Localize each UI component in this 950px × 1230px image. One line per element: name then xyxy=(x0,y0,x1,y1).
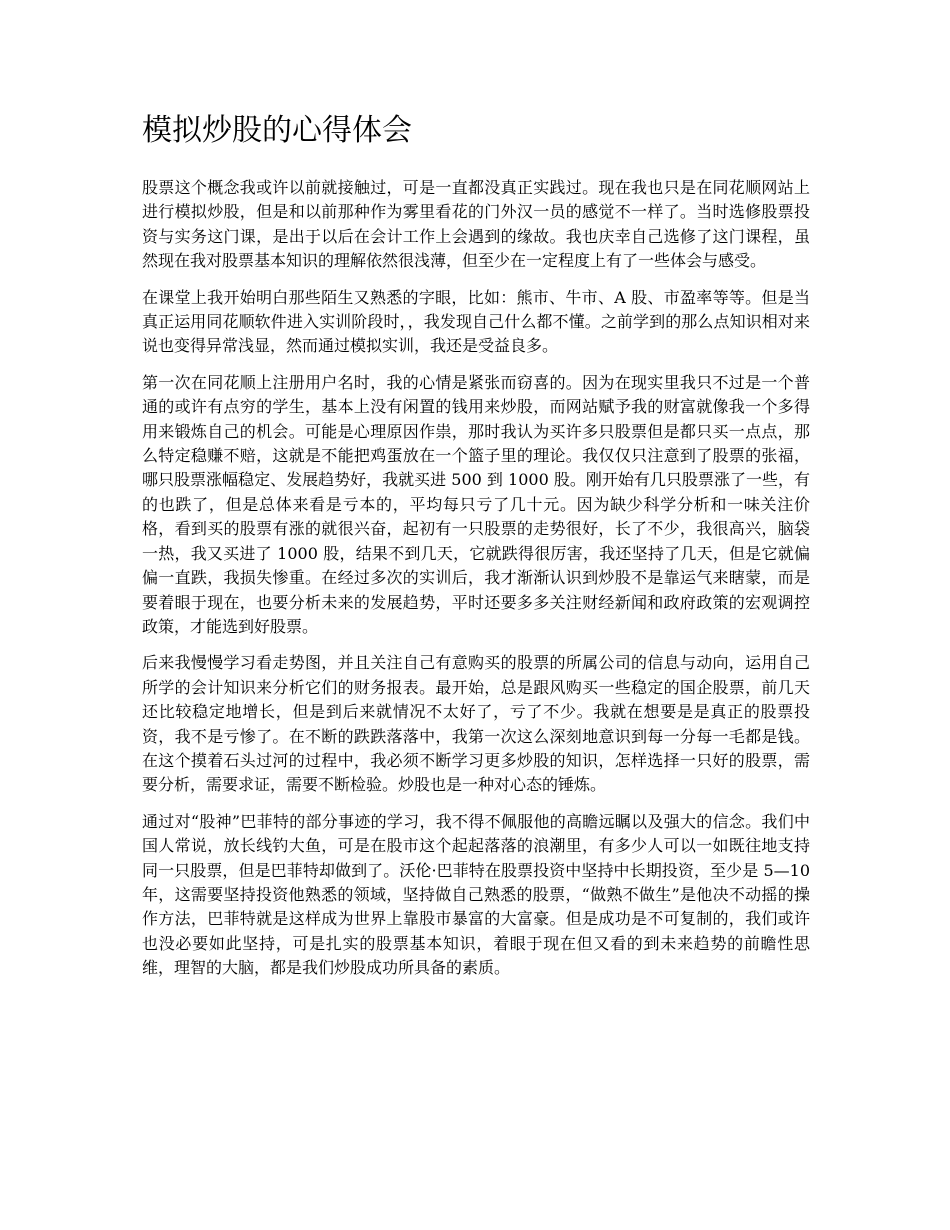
paragraph-3: 第一次在同花顺上注册用户名时，我的心情是紧张而窃喜的。因为在现实里我只不过是一个普通的或许有点穷的学生，基本上没有闲置的钱用来炒股，而网站赋予我的财富就像我一个多得用来锻炼自己的机会。可能是心理原因作祟，那时我认为买许多只股票但是都只买一点点，那么特定稳赚不赔，这就是不能把鸡蛋放在一个篮子里的理论。我仅仅只注意到了股票的张福，哪只股票涨幅稳定、发展趋势好，我就买进 500 到 1000 股。刚开始有几只股票涨了一些，有的也跌了，但是总体来看是亏本的，平均每只亏了几十元。因为缺少科学分析和一味关注价格，看到买的股票有涨的就很兴奋，起初有一只股票的走势很好，长了不少，我很高兴，脑袋一热，我又买进了 1000 股，结果不到几天，它就跌得很厉害，我还坚持了几天，但是它就偏偏一直跌，我损失惨重。在经过多次的实训后，我才渐渐认识到炒股不是靠运气来瞎蒙，而是要着眼于现在，也要分析未来的发展趋势，平时还要多多关注财经新闻和政府政策的宏观调控政策，才能选到好股票。 xyxy=(142,372,810,636)
document-page xyxy=(142,104,810,993)
document-title: 模拟炒股的心得体会 xyxy=(142,113,412,148)
paragraph-1: 股票这个概念我或许以前就接触过，可是一直都没真正实践过。现在我也只是在同花顺网站上进行模拟炒股，但是和以前那种作为雾里看花的门外汉一员的感觉不一样了。当时选修股票投资与实务这门课，是出于以后在会计工作上会遇到的缘故。我也庆幸自己选修了这门课程，虽然现在我对股票基本知识的理解依然很浅薄，但至少在一定程度上有了一些体会与感受。 xyxy=(142,178,810,271)
paragraph-2: 在课堂上我开始明白那些陌生又熟悉的字眼，比如：熊市、牛市、A 股、市盈率等等。但是当真正运用同花顺软件进入实训阶段时，，我发现自己什么都不懂。之前学到的那么点知识相对来说也变得异常浅显，然而通过模拟实训，我还是受益良多。 xyxy=(142,287,810,356)
paragraph-5: 通过对“股神”巴菲特的部分事迹的学习，我不得不佩服他的高瞻远瞩以及强大的信念。我们中国人常说，放长线钓大鱼，可是在股市这个起起落落的浪潮里，有多少人可以一如既往地支持同一只股票，但是巴菲特却做到了。沃伦·巴菲特在股票投资中坚持中长期投资，至少是 5—10 年，这需要坚持投资他熟悉的领域，坚持做自己熟悉的股票，“做熟不做生”是他决不动摇的操作方法，巴菲特就是这样成为世界上靠股市暴富的大富豪。但是成功是不可复制的，我们或许也没必要如此坚持，可是扎实的股票基本知识，着眼于现在但又看的到未来趋势的前瞻性思维，理智的大脑，都是我们炒股成功所具备的素质。 xyxy=(142,811,810,978)
paragraph-4: 后来我慢慢学习看走势图，并且关注自己有意购买的股票的所属公司的信息与动向，运用自己所学的会计知识来分析它们的财务报表。最开始，总是跟风购买一些稳定的国企股票，前几天还比较稳定地增长，但是到后来就情况不太好了，亏了不少。我就在想要是是真正的股票投资，我不是亏惨了。在不断的跌跌落落中，我第一次这么深刻地意识到每一分每一毛都是钱。在这个摸着石头过河的过程中，我必须不断学习更多炒股的知识，怎样选择一只好的股票，需要分析，需要求证，需要不断检验。炒股也是一种对心态的锤炼。 xyxy=(142,653,810,795)
